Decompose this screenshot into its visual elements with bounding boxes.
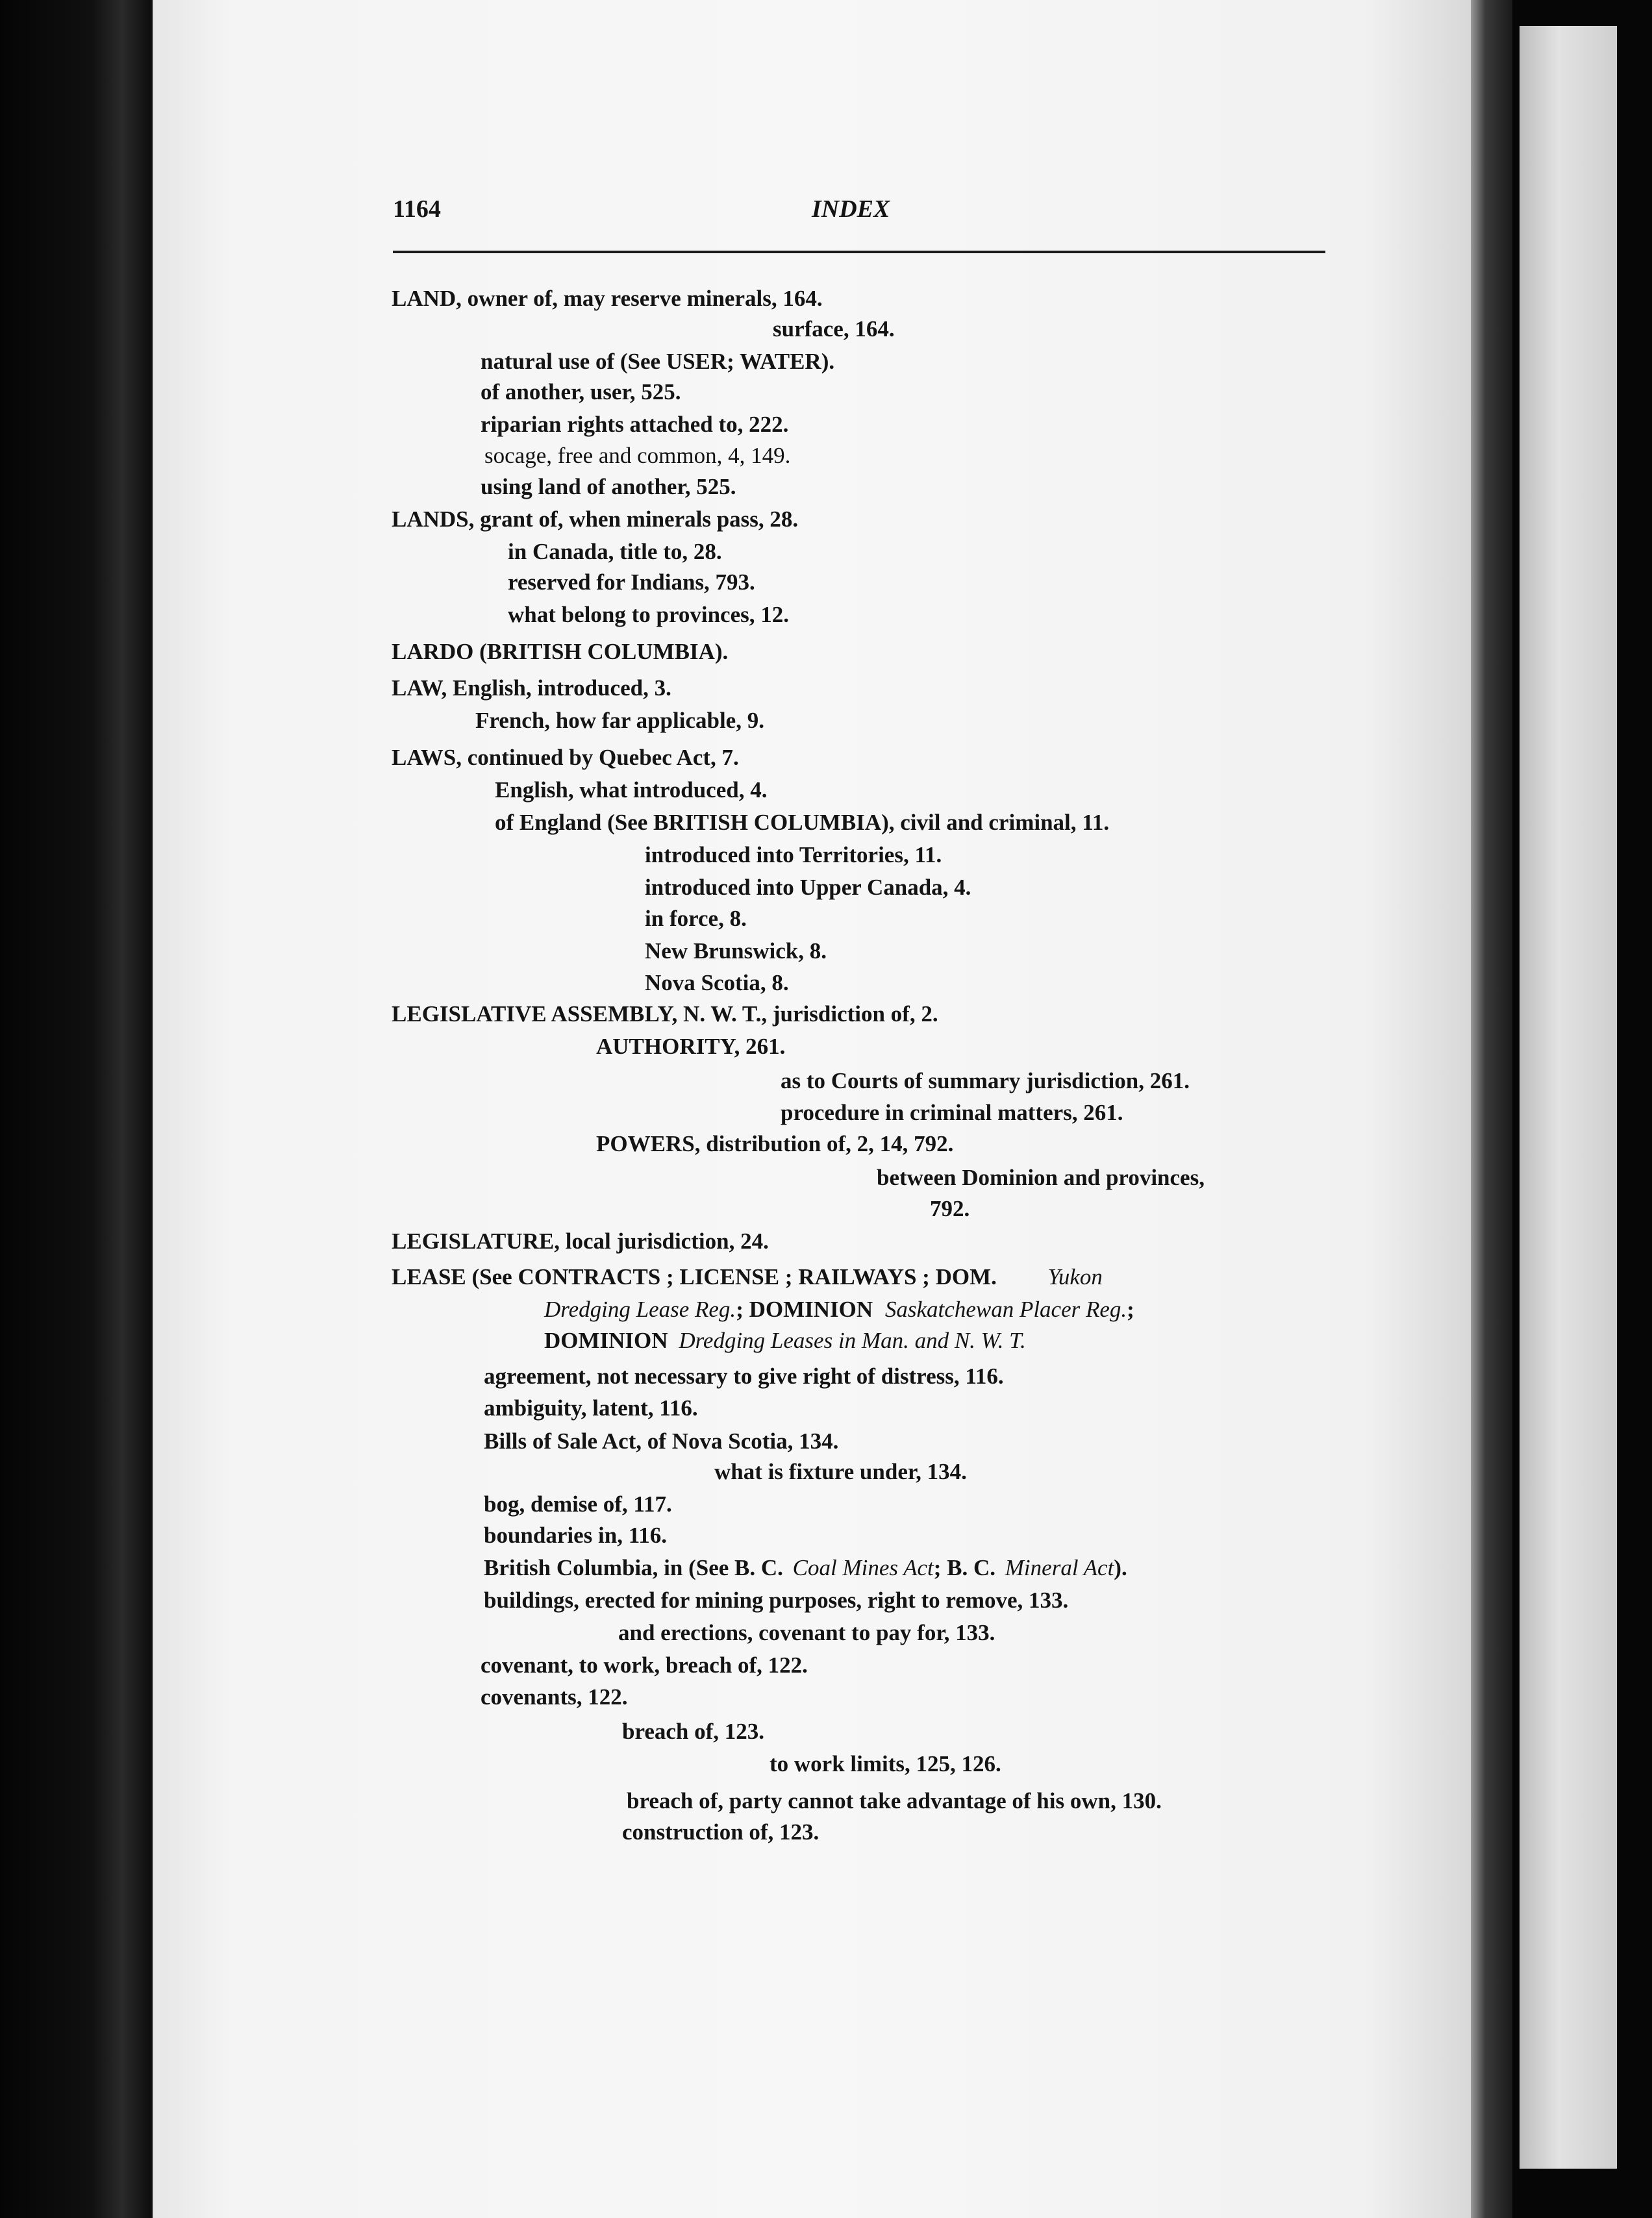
index-subentry: to work limits, 125, 126. <box>770 1751 1001 1776</box>
index-entry: LANDS, grant of, when minerals pass, 28. <box>392 506 799 532</box>
index-subentry: of England (See BRITISH COLUMBIA), civil and criminal, 11. <box>495 810 1110 835</box>
lease-text: ; <box>1127 1297 1134 1322</box>
index-subentry: covenant, to work, breach of, 122. <box>481 1652 808 1678</box>
index-entry: LAW, English, introduced, 3. <box>392 675 671 701</box>
index-entry: LEGISLATURE, local jurisdiction, 24. <box>392 1228 769 1254</box>
lease-italic: Saskatchewan Placer Reg. <box>884 1297 1127 1322</box>
index-entry: LAWS, continued by Quebec Act, 7. <box>392 745 739 770</box>
lease-italic: Dredging Leases in Man. and N. W. T. <box>679 1328 1026 1353</box>
index-subentry: breach of, party cannot take advantage of his own, 130. <box>627 1788 1162 1813</box>
index-subentry: POWERS, distribution of, 2, 14, 792. <box>596 1131 954 1156</box>
index-subentry: of another, user, 525. <box>481 379 681 405</box>
index-subentry: natural use of (See USER; WATER). <box>481 349 835 374</box>
index-subentry: construction of, 123. <box>622 1819 820 1845</box>
index-subentry: French, how far applicable, 9. <box>475 708 764 733</box>
index-subentry <box>484 1554 1127 1582</box>
index-subentry: breach of, 123. <box>622 1719 765 1744</box>
index-entry: LAND, owner of, may reserve minerals, 164. <box>392 286 823 311</box>
index-subentry: as to Courts of summary jurisdiction, 261. <box>781 1068 1190 1093</box>
index-subentry: buildings, erected for mining purposes, right to remove, 133. <box>484 1588 1069 1613</box>
index-entry-continued <box>544 1295 1134 1324</box>
index-subentry: bog, demise of, 117. <box>484 1491 672 1517</box>
index-subentry: reserved for Indians, 793. <box>508 569 755 595</box>
index-subentry: and erections, covenant to pay for, 133. <box>618 1620 995 1645</box>
index-subentry: riparian rights attached to, 222. <box>481 412 789 437</box>
page-title: INDEX <box>812 195 890 223</box>
index-entry <box>392 1263 1103 1291</box>
index-subentry: covenants, 122. <box>481 1684 628 1710</box>
entry-text: British Columbia, in (See B. C. <box>484 1555 783 1580</box>
index-subentry: surface, 164. <box>773 316 895 342</box>
index-subentry: boundaries in, 116. <box>484 1523 668 1548</box>
entry-italic: Mineral Act <box>1005 1555 1114 1580</box>
lease-text: LEASE (See CONTRACTS ; LICENSE ; RAILWAYS ; DOM. <box>392 1264 997 1290</box>
index-subentry: introduced into Territories, 11. <box>645 842 942 867</box>
index-subentry: what belong to provinces, 12. <box>508 602 789 627</box>
index-subentry: socage, free and common, 4, 149. <box>484 443 791 468</box>
entry-text: ). <box>1114 1555 1127 1580</box>
index-subentry: introduced into Upper Canada, 4. <box>645 875 971 900</box>
index-entry-continued <box>544 1327 1026 1355</box>
index-subentry: Bills of Sale Act, of Nova Scotia, 134. <box>484 1428 839 1454</box>
lease-italic: Dredging Lease Reg. <box>544 1297 736 1322</box>
book-spine-left <box>0 0 153 2218</box>
entry-text: ; B. C. <box>933 1555 996 1580</box>
header-rule <box>393 251 1325 253</box>
lease-italic: Yukon <box>1047 1264 1103 1290</box>
index-entry: LEGISLATIVE ASSEMBLY, N. W. T., jurisdiction of, 2. <box>392 1001 938 1027</box>
index-subentry: using land of another, 525. <box>481 474 736 499</box>
adjacent-page-edge <box>1520 26 1617 2169</box>
index-subentry: in Canada, title to, 28. <box>508 539 722 564</box>
index-subentry: AUTHORITY, 261. <box>596 1034 786 1059</box>
page-edge-shadow <box>1471 0 1512 2218</box>
page-number: 1164 <box>393 195 441 223</box>
lease-text: ; DOMINION <box>736 1297 873 1322</box>
lease-text: DOMINION <box>544 1328 668 1353</box>
index-subentry: between Dominion and provinces, <box>877 1165 1205 1190</box>
index-entry: LARDO (BRITISH COLUMBIA). <box>392 639 729 664</box>
entry-italic: Coal Mines Act <box>792 1555 934 1580</box>
index-subentry: in force, 8. <box>645 906 747 931</box>
index-subentry: procedure in criminal matters, 261. <box>781 1100 1123 1125</box>
index-subentry: ambiguity, latent, 116. <box>484 1395 698 1421</box>
index-subentry: New Brunswick, 8. <box>645 938 827 964</box>
index-subentry: Nova Scotia, 8. <box>645 970 789 995</box>
index-subentry: 792. <box>930 1196 970 1221</box>
index-subentry: English, what introduced, 4. <box>495 777 768 803</box>
index-subentry: agreement, not necessary to give right of distress, 116. <box>484 1364 1004 1389</box>
index-subentry: what is fixture under, 134. <box>714 1459 967 1484</box>
